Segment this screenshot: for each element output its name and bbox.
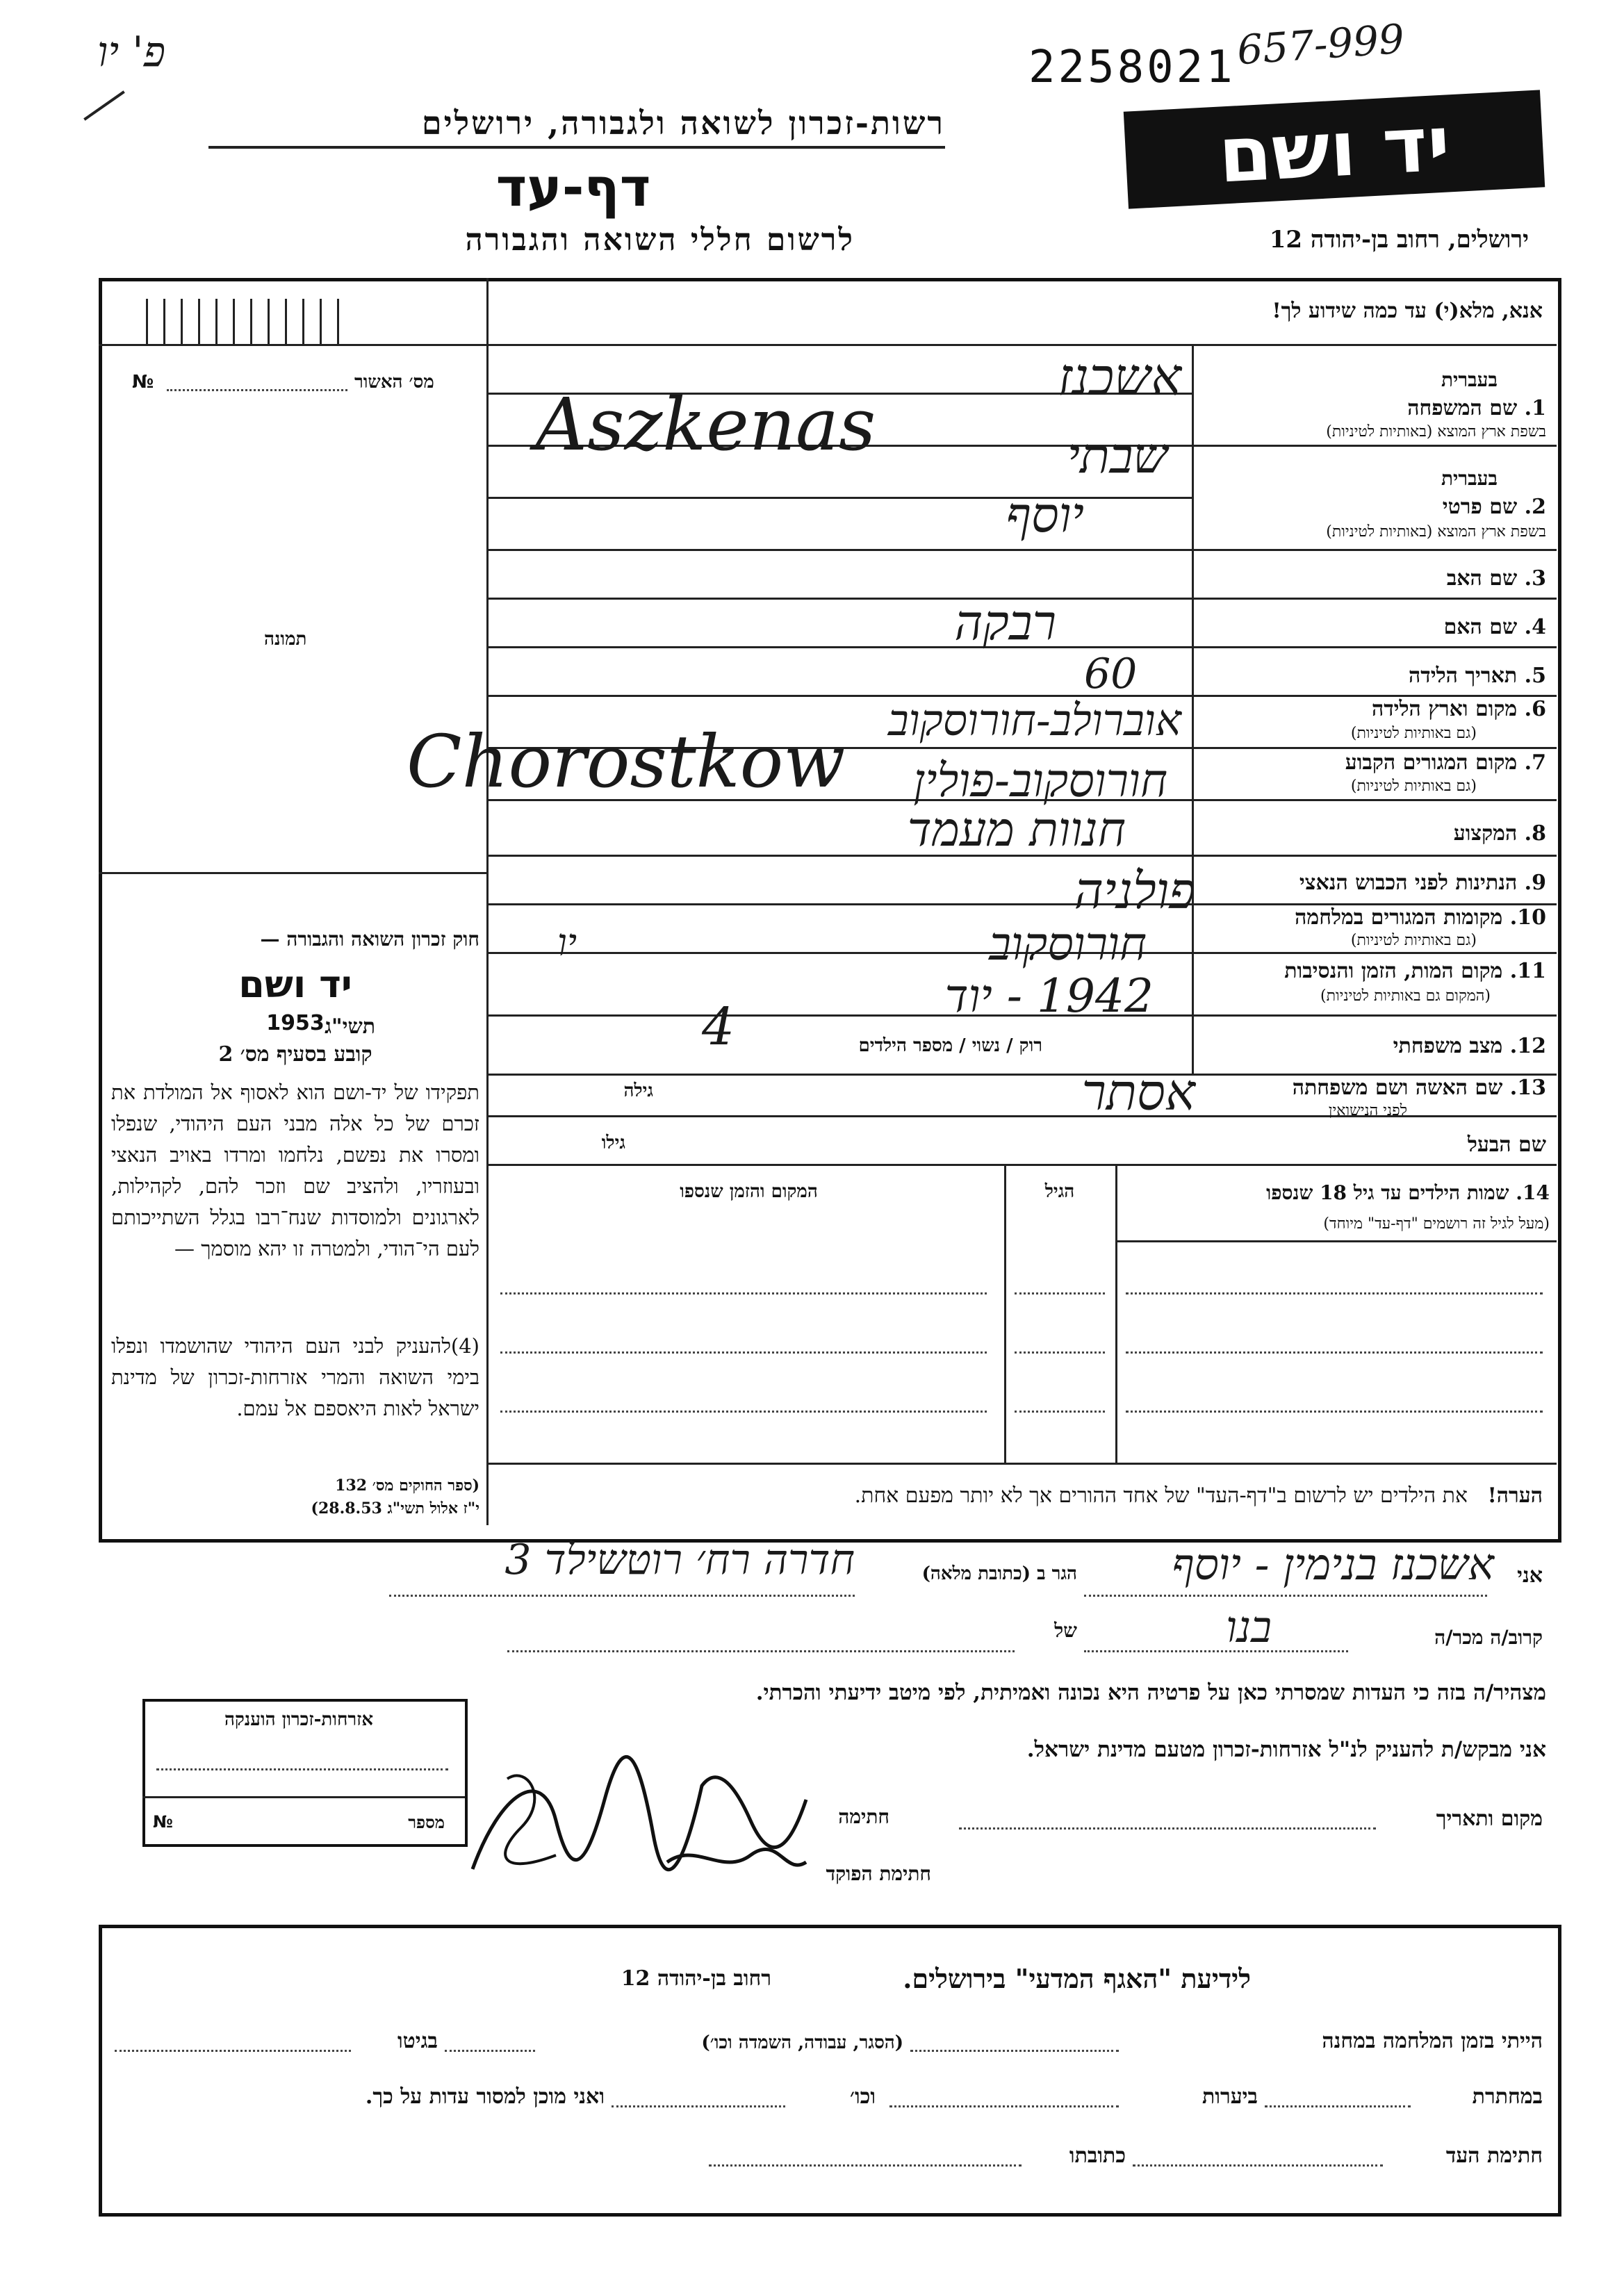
bottom-address: רחוב בן-יהודה 12 bbox=[621, 1966, 771, 1991]
field-7-sub: (גם באותיות לטיניות) bbox=[1350, 778, 1477, 795]
field-1-sub: בשפת ארץ המוצא (באותיות לטיניות) bbox=[1326, 423, 1546, 441]
field-4-value: רבקה bbox=[954, 594, 1056, 651]
row1-dotline bbox=[910, 2050, 1119, 2052]
field-6-label bbox=[1206, 697, 1546, 721]
children-col-place: המקום והזמן שנספו bbox=[680, 1181, 818, 1202]
of-label: של bbox=[1054, 1619, 1077, 1642]
citizenship-dotline bbox=[156, 1768, 448, 1770]
field-11-value: 1942 - יוד bbox=[944, 969, 1154, 1023]
children-dotline bbox=[1015, 1351, 1105, 1354]
photo-label: תמונה bbox=[264, 629, 307, 650]
children-text: שמות הילדים עד גיל 18 שנספו bbox=[1266, 1181, 1509, 1204]
row2-dotline-2 bbox=[889, 2105, 1119, 2107]
row-line bbox=[1192, 445, 1557, 447]
authority-underline bbox=[208, 146, 945, 149]
field-5-value: 60 bbox=[1084, 650, 1138, 698]
bottom-row1-b: (הסגר, עבודה, השמדה וכו׳) bbox=[701, 2032, 903, 2053]
field-1-hebrew: בעברית bbox=[1441, 368, 1498, 391]
signature-scribble bbox=[459, 1737, 820, 1897]
field-11-sub: (המקום גם באותיות לטיניות) bbox=[1320, 987, 1491, 1005]
field-8-value: חנוות מעמד bbox=[907, 803, 1126, 857]
law-heading: חוק זכרון השואה והגבורה — bbox=[260, 928, 479, 951]
law-section: קובע בסעיף מס׳ 2 bbox=[218, 1042, 372, 1067]
field-6-num: 6. bbox=[1524, 697, 1546, 721]
bottom-row2-a: במחתרת bbox=[1472, 2085, 1543, 2109]
note bbox=[493, 1483, 1543, 1508]
field-6-text: מקום וארץ הלידה bbox=[1371, 697, 1518, 721]
field-1-num: 1. bbox=[1524, 396, 1546, 420]
law-name: יד ושם bbox=[238, 962, 352, 1006]
children-dotline bbox=[1015, 1411, 1105, 1413]
field-11-label bbox=[1206, 959, 1546, 983]
children-header-line bbox=[1115, 1240, 1557, 1242]
field-9-num: 9. bbox=[1524, 871, 1546, 895]
approval-dotline bbox=[167, 389, 347, 391]
bottom-row3-a: חתימת העד bbox=[1445, 2144, 1543, 2168]
field-9-label bbox=[1206, 871, 1546, 895]
citizenship-box-title: אזרחות-זכרון הוענקה bbox=[224, 1709, 374, 1730]
field-5-text: תאריך הלידה bbox=[1409, 664, 1518, 688]
citizenship-divider bbox=[142, 1796, 465, 1798]
field-3-text: שם האב bbox=[1446, 566, 1518, 591]
row-line bbox=[486, 549, 1557, 551]
row3-dotline bbox=[1133, 2164, 1383, 2167]
field-10-text: מקומות המגורים במלחמה bbox=[1295, 905, 1503, 930]
declarant-address-label: הגר ב (כתובת מלאה) bbox=[921, 1563, 1077, 1584]
subtitle: לרשום חללי השואה והגבורה bbox=[465, 222, 855, 258]
law-body: תפקידו של יד-ושם הוא לאסוף אל המולדת את זכרם של כל אלה מבני העם היהודי, שנפלו ומסרו את נפשם, נלחמו ומרדו באויב הנאצי ובעוזריו, ולהציב שם וזכר להם, לקהילות, לארגונים ולמוסדות שנח־רבו בגלל השתייכותם לעם הי־הודי, ולמטרה זו יהא מוסמך — bbox=[111, 1080, 479, 1260]
note-label: הערה! bbox=[1487, 1483, 1543, 1508]
of-dotline bbox=[507, 1650, 1015, 1652]
field-9-text: הנתינות לפני הכבוש הנאצי bbox=[1299, 871, 1518, 895]
instruction: אנא, מלא(י) עד כמה שידוע לך! bbox=[1272, 299, 1543, 323]
children-sub: (מעל לגיל זה רושמים "דף-עד" מיוחד) bbox=[1323, 1215, 1550, 1233]
field-2-text: שם פרטי bbox=[1442, 495, 1518, 519]
row2-dotline-3 bbox=[612, 2105, 785, 2107]
children-label bbox=[1126, 1181, 1550, 1205]
children-dotline bbox=[1126, 1411, 1543, 1413]
bottom-row3-b: כתובתו bbox=[1069, 2144, 1126, 2168]
children-dotline bbox=[500, 1411, 987, 1413]
field-12-text: מצב משפחתי bbox=[1393, 1034, 1503, 1058]
field-3-label bbox=[1206, 566, 1546, 591]
field-6-sub: (גם באותיות לטיניות) bbox=[1350, 725, 1477, 742]
citizenship-request: אני מבקש/ת להעניק לנ"ל אזרחות-זכרון מטעם מדינת ישראל. bbox=[1026, 1737, 1546, 1762]
children-dotline bbox=[1015, 1292, 1105, 1294]
bottom-row2-b: ביערות bbox=[1201, 2085, 1258, 2109]
field-13-text: שם האשה ושם משפחתה bbox=[1292, 1076, 1503, 1100]
photo-bottom-line bbox=[99, 872, 488, 874]
law-clause: (4)להעניק לבני העם היהודי שהושמדו ונפלו בימי השואה והמרי אזרחות-זכרון של מדינת ישראל לאות היאספם אל עמם. bbox=[111, 1334, 479, 1420]
bottom-row2-d: ואני מוכן למסור עדות על כך. bbox=[365, 2085, 605, 2109]
approval-no: № bbox=[132, 372, 154, 393]
field-8-num: 8. bbox=[1524, 821, 1546, 846]
row2-dotline bbox=[1265, 2105, 1411, 2107]
instruction-divider bbox=[486, 344, 1557, 346]
citizenship-number-label: מספר bbox=[408, 1812, 445, 1832]
children-bottom-line bbox=[486, 1463, 1557, 1465]
law-source: (ספר החוקים מס׳ 132 bbox=[335, 1477, 479, 1495]
field-8-text: המקצוע bbox=[1453, 821, 1518, 846]
field-10-num: 10. bbox=[1509, 905, 1546, 930]
field-13-sub: לפני הנישואין bbox=[1328, 1102, 1407, 1119]
husband-label: שם הבעל bbox=[1467, 1133, 1546, 1157]
children-dotline bbox=[500, 1292, 987, 1294]
approval-boxes bbox=[146, 299, 479, 344]
field-5-label bbox=[1206, 664, 1546, 688]
field-13-value: אסתר bbox=[1081, 1063, 1195, 1121]
field-2-hebrew: בעברית bbox=[1441, 467, 1498, 490]
children-dotline bbox=[1126, 1351, 1543, 1354]
field-2-value: שבתי bbox=[1067, 427, 1167, 484]
logo-text: יד ושם bbox=[1216, 99, 1452, 200]
field-8-label bbox=[1206, 821, 1546, 846]
field-10-label bbox=[1206, 905, 1546, 930]
address: ירושלים, רחוב בן-יהודה 12 bbox=[1269, 226, 1529, 254]
field-1-text: שם המשפחה bbox=[1407, 396, 1518, 420]
field-7-label bbox=[1206, 750, 1546, 775]
children-col-divider-1 bbox=[1115, 1164, 1117, 1463]
handwritten-ref: 657-999 bbox=[1235, 15, 1406, 74]
authority-line: רשות-זכרון לשואה ולגבורה, ירושלים bbox=[421, 104, 945, 142]
declarant-address: חדרה רח׳ רוטשילד 3 bbox=[505, 1536, 855, 1584]
officer-signature-label: חתימת הפוקד bbox=[826, 1862, 931, 1885]
bottom-row1-a: הייתי בזמן המלחמה במחנה bbox=[1322, 2029, 1543, 2053]
approval-top-line bbox=[99, 344, 488, 346]
field-12-inline: רוק / נשוי / מספר הילדים bbox=[858, 1035, 1042, 1056]
place-date-label: מקום ותאריך bbox=[1436, 1807, 1543, 1831]
children-col-age: הגיל bbox=[1044, 1181, 1075, 1202]
field-2-label bbox=[1206, 495, 1546, 519]
field-2-num: 2. bbox=[1524, 495, 1546, 519]
label-column-divider bbox=[1192, 344, 1194, 1074]
bottom-row1-c: בגיטו bbox=[397, 2029, 438, 2053]
children-col-divider-2 bbox=[1004, 1164, 1006, 1463]
field-10-sub: (גם באותיות לטיניות) bbox=[1350, 932, 1477, 949]
field-7-text: מקום המגורים הקבוע bbox=[1345, 750, 1518, 775]
field-4-label bbox=[1206, 615, 1546, 639]
field-13-label bbox=[1206, 1076, 1546, 1100]
law-source-date: י"ז אלול תשי"ג 28.8.53) bbox=[311, 1499, 479, 1518]
field-9-value: פולניה bbox=[1074, 862, 1195, 920]
field-7-value: חורוסקוב-פולין bbox=[913, 754, 1167, 807]
citizenship-no: № bbox=[153, 1812, 173, 1832]
place-date-dotline bbox=[959, 1827, 1376, 1830]
field-1-value: אשכנז bbox=[1058, 347, 1181, 407]
relation-label: קרוב/ה מכר/ה bbox=[1434, 1626, 1543, 1649]
row-line bbox=[486, 1164, 1557, 1166]
relation-dotline bbox=[1084, 1650, 1348, 1652]
serial-number: 2258021 bbox=[1028, 42, 1236, 93]
field-11-text: מקום המות, הזמן והנסיבות bbox=[1284, 959, 1503, 983]
note-text: את הילדים יש לרשום ב"דף-העד" של אחד ההורים אך לא יותר מפעם אחת. bbox=[854, 1483, 1468, 1508]
field-3-num: 3. bbox=[1524, 566, 1546, 591]
field-11-num: 11. bbox=[1509, 959, 1546, 983]
field-11-extra: יו bbox=[557, 921, 577, 964]
field-1-label bbox=[1206, 396, 1546, 420]
field-1-latin-value: Aszkenas bbox=[535, 382, 876, 467]
field-5-num: 5. bbox=[1524, 664, 1546, 688]
approval-label: מס׳ האשור bbox=[354, 372, 434, 393]
field-10-value: חורוסקוב bbox=[989, 917, 1147, 971]
relation-value: בנו bbox=[1226, 1602, 1272, 1652]
corner-note: פ' יו bbox=[97, 28, 166, 76]
field-12-label bbox=[1206, 1034, 1546, 1058]
children-dotline bbox=[500, 1351, 987, 1354]
field-2-sub: בשפת ארץ המוצא (באותיות לטיניות) bbox=[1326, 523, 1546, 541]
field-13-num: 13. bbox=[1509, 1076, 1546, 1100]
declarant-name: אשכנז בנימין - יוסף bbox=[1172, 1539, 1494, 1590]
children-num: 14. bbox=[1516, 1181, 1550, 1204]
address-dotline bbox=[389, 1595, 855, 1597]
corner-mark bbox=[83, 90, 125, 120]
law-hebrew-year: תשי"ג bbox=[325, 1014, 375, 1039]
children-dotline bbox=[1126, 1292, 1543, 1294]
field-7-num: 7. bbox=[1524, 750, 1546, 775]
bottom-row2-c: וכו׳ bbox=[850, 2085, 876, 2109]
field-6-value: אוברולב-חורוסקוב bbox=[887, 695, 1181, 746]
bottom-heading: לידיעת "האגף המדעי" בירושלים. bbox=[903, 1963, 1251, 1994]
left-column-divider bbox=[486, 278, 489, 1525]
page-title: דף-עד bbox=[495, 156, 651, 218]
field-12-value: 4 bbox=[702, 997, 735, 1057]
declaration-text: מצהיר/ה בזה כי העדות שמסרתי כאן על פרטיה היא נכונה ואמיתית, לפי מיטב ידיעתי והכרתי. bbox=[755, 1680, 1546, 1705]
field-7-latin-value: Chorostkow bbox=[407, 719, 846, 804]
field-4-text: שם האם bbox=[1443, 615, 1518, 639]
field-4-num: 4. bbox=[1524, 615, 1546, 639]
name-dotline bbox=[1084, 1595, 1487, 1597]
declarant-ani: אני bbox=[1517, 1563, 1543, 1588]
field-13-inline: גילה bbox=[623, 1080, 653, 1101]
row1-dotline-3 bbox=[115, 2050, 351, 2052]
yad-vashem-logo bbox=[1124, 90, 1545, 208]
field-3-value: יוסף bbox=[1006, 486, 1084, 543]
row1-dotline-2 bbox=[445, 2050, 535, 2052]
signature-label: חתימה bbox=[838, 1805, 889, 1828]
husband-inline: גילו bbox=[601, 1133, 625, 1153]
field-12-num: 12. bbox=[1509, 1034, 1546, 1058]
row3-dotline-2 bbox=[709, 2164, 1022, 2167]
law-year: 1953 bbox=[266, 1011, 325, 1035]
